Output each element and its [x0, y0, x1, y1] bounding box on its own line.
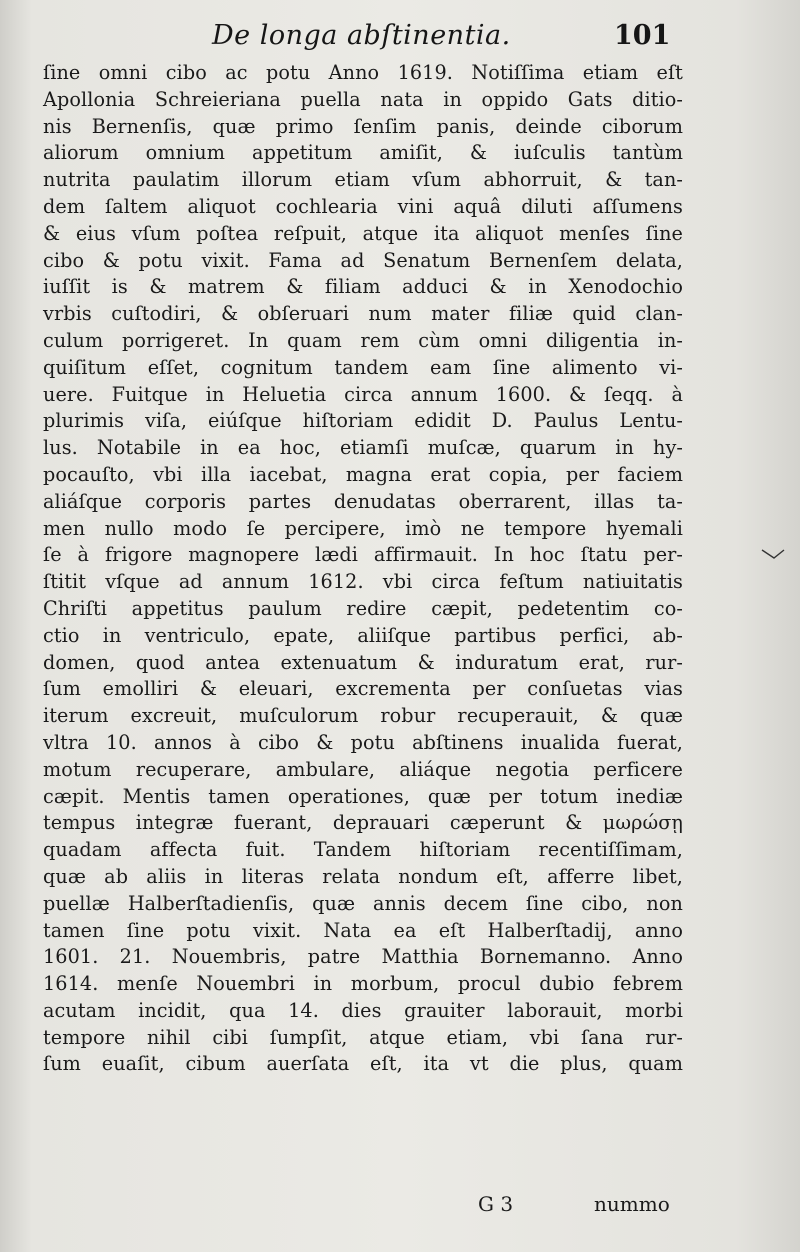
text-line: tempus integræ fuerant, deprauari cæperunt & μωρώσῃ: [43, 811, 683, 835]
text-line: plurimis viſa, eiúſque hiſtoriam edidit D. Paulus Lentu-: [43, 409, 683, 433]
text-line: vrbis cuſtodiri, & obſeruari num mater filiæ quid clan-: [43, 302, 683, 326]
body-text: [43, 60, 683, 1078]
text-line: nutrita paulatim illorum etiam vſum abhorruit, & tan-: [43, 168, 683, 192]
text-line: men nullo modo ſe percipere, imò ne tempore hyemali: [43, 516, 683, 540]
page-footer: [0, 1192, 800, 1222]
text-line: lus. Notabile in ea hoc, etiamſi muſcæ, quarum in hy-: [43, 436, 683, 460]
text-line: tamen ſine potu vixit. Nata ea eſt Halberſtadij, anno: [43, 918, 683, 942]
text-line: tempore nihil cibi ſumpſit, atque etiam, vbi ſana rur-: [43, 1025, 683, 1049]
text-line: quiſitum eſſet, cognitum tandem eam ſine alimento vi-: [43, 355, 683, 379]
text-line: vltra 10. annos à cibo & potu abſtinens inualida fuerat,: [43, 730, 683, 754]
text-line: ctio in ventriculo, epate, aliiſque partibus perfici, ab-: [43, 623, 683, 647]
text-line: pocauſto, vbi illa iacebat, magna erat copia, per faciem: [43, 462, 683, 486]
text-line: domen, quod antea extenuatum & induratum erat, rur-: [43, 650, 683, 674]
text-line: Apollonia Schreieriana puella nata in oppido Gats ditio-: [43, 87, 683, 111]
text-line: Chriſti appetitus paulum redire cæpit, pedetentim co-: [43, 596, 683, 620]
text-line: quæ ab aliis in literas relata nondum eſt, afferre libet,: [43, 864, 683, 888]
page-number: 101: [614, 20, 671, 51]
text-line: ſe à frigore magnopere lædi affirmauit. In hoc ſtatu per-: [43, 543, 683, 567]
text-line: 1614. menſe Nouembri in morbum, procul dubio febrem: [43, 972, 683, 996]
text-line: acutam incidit, qua 14. dies grauiter laborauit, morbi: [43, 998, 683, 1022]
text-line: uere. Fuitque in Heluetia circa annum 1600. & ſeqq. à: [43, 382, 683, 406]
text-line: ſine omni cibo ac potu Anno 1619. Notiſſima etiam eſt: [43, 61, 683, 84]
text-line: & eius vſum poſtea reſpuit, atque ita aliquot menſes ſine: [43, 221, 683, 245]
text-line: ſtitit vſque ad annum 1612. vbi circa feſtum natiuitatis: [43, 570, 683, 594]
text-line: motum recuperare, ambulare, aliáque negotia perficere: [43, 757, 683, 781]
text-line: ſum emolliri & eleuari, excrementa per conſuetas vias: [43, 677, 683, 701]
text-line: quadam affecta fuit. Tandem hiſtoriam recentiſſimam,: [43, 838, 683, 862]
text-line: nis Bernenſis, quæ primo ſenſim panis, deinde ciborum: [43, 114, 683, 138]
text-line: 1601. 21. Nouembris, patre Matthia Bornemanno. Anno: [43, 945, 683, 969]
text-line: iuſſit is & matrem & filiam adduci & in Xenodochio: [43, 275, 683, 299]
text-line: culum porrigeret. In quam rem cùm omni diligentia in-: [43, 328, 683, 352]
text-line: cæpit. Mentis tamen operationes, quæ per totum inediæ: [43, 784, 683, 808]
text-line: aliorum omnium appetitum amiſit, & iuſculis tantùm: [43, 141, 683, 165]
catchword: nummo: [594, 1192, 670, 1216]
text-line: ſum euaſit, cibum auerſata eſt, ita vt die plus, quam: [43, 1052, 683, 1076]
margin-mark: [760, 546, 786, 572]
text-line: cibo & potu vixit. Fama ad Senatum Bernenſem delata,: [43, 248, 683, 272]
text-line: puellæ Halberſtadienſis, quæ annis decem ſine cibo, non: [43, 891, 683, 915]
text-line: iterum excreuit, muſculorum robur recuperauit, & quæ: [43, 704, 683, 728]
running-head: [0, 18, 800, 58]
running-title: De longa abſtinentia.: [212, 20, 511, 51]
signature-mark: G 3: [478, 1192, 514, 1216]
text-line: dem ſaltem aliquot cochlearia vini aquâ diluti aſſumens: [43, 194, 683, 218]
text-line: aliáſque corporis partes denudatas oberrarent, illas ta-: [43, 489, 683, 513]
